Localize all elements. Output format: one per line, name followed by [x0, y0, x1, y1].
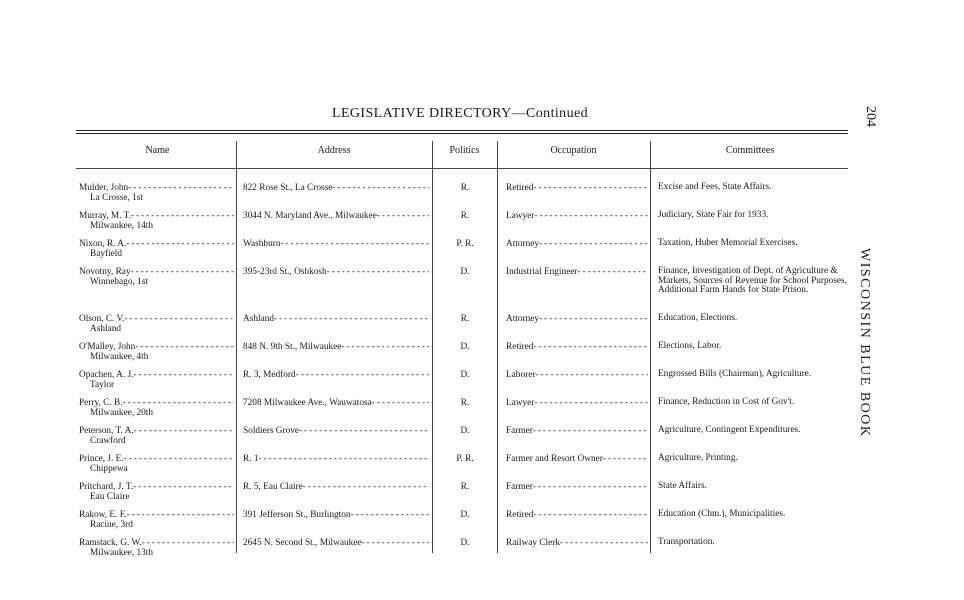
member-district: Crawford — [90, 436, 126, 446]
member-name: Murray, M. T. - - - — [79, 211, 234, 221]
member-occupation: Farmer - - - — [506, 426, 648, 436]
member-committees: Finance, Investigation of Dept. of Agriculture & Markets, Sources of Revenue for School Purposes, Additional Farm Hands for State Prison. — [658, 266, 848, 295]
member-name: Peterson, T. A. - - - — [79, 426, 234, 436]
member-name: Perry, C. B. - - - — [79, 398, 234, 408]
page-title: LEGISLATIVE DIRECTORY—Continued — [332, 106, 588, 121]
member-occupation: Farmer - - - — [506, 482, 648, 492]
member-district: Milwaukee, 13th — [90, 548, 153, 558]
member-address: 391 Jefferson St., Burlington - - - — [243, 510, 429, 520]
member-committees: Judiciary, State Fair for 1933. — [658, 210, 769, 220]
member-politics: R. — [460, 211, 470, 221]
member-district: Taylor — [90, 380, 115, 390]
member-occupation: Attorney - - - — [506, 314, 648, 324]
member-committees: Education (Chm.), Municipalities. — [658, 509, 786, 519]
member-politics: D. — [460, 267, 470, 277]
member-name: Mulder, John - - - — [79, 183, 234, 193]
member-committees: Finance, Reduction in Cost of Gov't. — [658, 397, 795, 407]
member-politics: D. — [460, 370, 470, 380]
member-politics: D. — [460, 342, 470, 352]
member-committees: Agriculture, Contingent Expenditures. — [658, 425, 801, 435]
column-header-rule — [76, 168, 848, 169]
member-occupation: Retired - - - — [506, 342, 648, 352]
member-address: 395-23rd St., Oshkosh - - - — [243, 267, 429, 277]
member-district: Bayfield — [90, 249, 123, 259]
member-politics: R. — [460, 183, 470, 193]
member-committees: Taxation, Huber Memorial Exercises. — [658, 238, 798, 248]
member-district: Milwaukee, 4th — [90, 352, 149, 362]
member-occupation: Lawyer - - - — [506, 211, 648, 221]
member-address: R. 3, Medford - - - — [243, 370, 429, 380]
member-politics: R. — [460, 398, 470, 408]
member-committees: Engrossed Bills (Chairman), Agriculture. — [658, 369, 812, 379]
member-occupation: Laborer - - - — [506, 370, 648, 380]
member-politics: D. — [460, 426, 470, 436]
column-header-address: Address — [317, 145, 351, 156]
member-address: 7208 Milwaukee Ave., Wauwatosa - - - — [243, 398, 429, 408]
member-committees: Excise and Fees, State Affairs. — [658, 182, 772, 192]
column-divider — [497, 141, 498, 553]
member-district: Milwaukee, 20th — [90, 408, 153, 418]
member-committees: Transportation. — [658, 537, 715, 547]
member-address: 848 N. 9th St., Milwaukee - - - — [243, 342, 429, 352]
member-name: Olson, C. V. - - - — [79, 314, 234, 324]
column-divider — [650, 141, 651, 553]
member-name: Novotny, Ray - - - — [79, 267, 234, 277]
member-address: Soldiers Grove - - - — [243, 426, 429, 436]
member-politics: D. — [460, 538, 470, 548]
member-politics: P. R. — [456, 454, 474, 464]
member-name: Prince, J. E. - - - — [79, 454, 234, 464]
member-occupation: Retired - - - — [506, 183, 648, 193]
member-district: Winnebago, 1st — [90, 277, 148, 287]
member-committees: Elections, Labor. — [658, 341, 722, 351]
member-politics: P. R. — [456, 239, 474, 249]
member-committees: Agriculture, Printing. — [658, 453, 738, 463]
member-occupation: Farmer and Resort Owner - - - — [506, 454, 648, 464]
column-header-politics: Politics — [449, 145, 480, 156]
member-district: Ashland — [90, 324, 121, 334]
member-district: Milwaukee, 14th — [90, 221, 153, 231]
member-occupation: Industrial Engineer - - - — [506, 267, 648, 277]
member-name: Pritchard, J. T. - - - — [79, 482, 234, 492]
member-politics: R. — [460, 482, 470, 492]
header-rule-second — [76, 133, 848, 134]
column-divider — [236, 141, 237, 553]
member-politics: R. — [460, 314, 470, 324]
member-address: 3044 N. Maryland Ave., Milwaukee - - - — [243, 211, 429, 221]
column-header-committees: Committees — [725, 145, 775, 156]
member-occupation: Retired - - - — [506, 510, 648, 520]
member-district: La Crosse, 1st — [90, 193, 143, 203]
member-name: Rakow, E. F. - - - — [79, 510, 234, 520]
column-header-name: Name — [145, 145, 170, 156]
member-district: Chippewa — [90, 464, 128, 474]
member-politics: D. — [460, 510, 470, 520]
member-address: 2645 N. Second St., Milwaukee - - - — [243, 538, 429, 548]
member-committees: Education, Elections. — [658, 313, 738, 323]
member-committees: State Affairs. — [658, 481, 707, 491]
member-district: Eau Claire — [90, 492, 130, 502]
member-occupation: Lawyer - - - — [506, 398, 648, 408]
column-header-occupation: Occupation — [550, 145, 597, 156]
member-address: R. 1 - - - — [243, 454, 429, 464]
member-address: 822 Rose St., La Crosse - - - — [243, 183, 429, 193]
member-occupation: Railway Clerk - - - — [506, 538, 648, 548]
member-occupation: Attorney - - - — [506, 239, 648, 249]
member-name: Ramstack, G. W. - - - — [79, 538, 234, 548]
member-name: Opachen, A. J. - - - — [79, 370, 234, 380]
running-side-title: WISCONSIN BLUE BOOK — [857, 248, 872, 438]
page-number: 204 — [863, 106, 878, 127]
column-divider — [432, 141, 433, 553]
header-rule-top — [76, 130, 848, 131]
member-district: Racine, 3rd — [90, 520, 133, 530]
member-name: O'Malley, John - - - — [79, 342, 234, 352]
member-address: Ashland - - - — [243, 314, 429, 324]
member-address: R. 5, Eau Claire - - - — [243, 482, 429, 492]
member-name: Nixon, R. A. - - - — [79, 239, 234, 249]
member-address: Washburn - - - — [243, 239, 429, 249]
